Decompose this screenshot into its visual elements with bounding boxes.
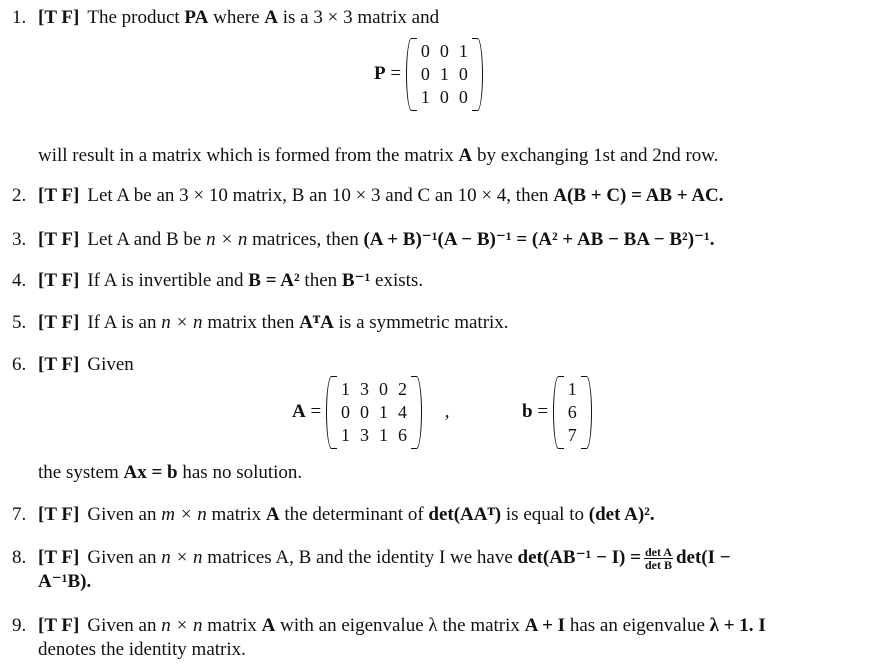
question-number: 2. bbox=[12, 185, 27, 206]
question-1-continuation: will result in a matrix which is formed from the matrix A by exchanging 1st and 2nd row. bbox=[38, 145, 719, 166]
question-9-continuation: denotes the identity matrix. bbox=[38, 639, 246, 660]
matrix-a: 1 3 0 2 0 0 1 4 1 3 1 6 bbox=[326, 378, 422, 447]
true-false-marker[interactable]: [T F] bbox=[38, 185, 80, 206]
true-false-marker[interactable]: [T F] bbox=[38, 312, 80, 333]
true-false-marker[interactable]: [T F] bbox=[38, 7, 80, 28]
matrix-label: P bbox=[374, 62, 386, 84]
question-6-continuation: the system Ax = b has no solution. bbox=[38, 462, 303, 483]
question-2: 2. [T F] Let A be an 3 × 10 matrix, B an 10 × 3 and C an 10 × 4, then A(B + C) = AB + AC. bbox=[12, 185, 724, 206]
vector-b: 1 6 7 bbox=[553, 378, 592, 447]
question-8: 8. [T F] Given an n × n matrices A, B and the identity I we have det(AB⁻¹ − I) = $\frac{\text{det A}}{\text{det B}}$ det(I − bbox=[12, 545, 731, 573]
question-number: 3. bbox=[12, 229, 27, 250]
question-4: 4. [T F] If A is invertible and B = A² then B⁻¹ exists. bbox=[12, 270, 424, 291]
vector-b-display: b = 1 6 7 bbox=[522, 378, 592, 447]
question-7: 7. [T F] Given an m × n matrix A the determinant of det(AAᵀ) is equal to (det A)². bbox=[12, 504, 655, 525]
question-8-continuation: A⁻¹B). bbox=[38, 571, 92, 592]
question-number: 8. bbox=[12, 547, 27, 568]
vector-label: b bbox=[522, 400, 533, 422]
question-number: 4. bbox=[12, 270, 27, 291]
question-1: 1. [T F] The product PA where A is a 3 × 3 matrix and bbox=[12, 7, 440, 28]
question-number: 1. bbox=[12, 7, 27, 28]
matrix-a-display: A = 1 3 0 2 0 0 1 4 1 3 1 6 , bbox=[292, 378, 449, 447]
true-false-marker[interactable]: [T F] bbox=[38, 504, 80, 525]
question-3: 3. [T F] Let A and B be n × n matrices, then (A + B)⁻¹(A − B)⁻¹ = (A² + AB − BA − B²)⁻¹. bbox=[12, 229, 715, 250]
question-6: 6. [T F] Given bbox=[12, 354, 134, 375]
question-number: 7. bbox=[12, 504, 27, 525]
true-false-marker[interactable]: [T F] bbox=[38, 547, 80, 568]
question-number: 5. bbox=[12, 312, 27, 333]
true-false-marker[interactable]: [T F] bbox=[38, 270, 80, 291]
question-number: 9. bbox=[12, 615, 27, 636]
true-false-marker[interactable]: [T F] bbox=[38, 615, 80, 636]
matrix-label: A bbox=[292, 400, 306, 422]
question-9: 9. [T F] Given an n × n matrix A with an eigenvalue λ the matrix A + I has an eigenvalue λ + 1. I bbox=[12, 615, 766, 636]
fraction: $\frac{\text{det A}}{\text{det B}}$ bbox=[644, 545, 672, 573]
matrix-p: 0 0 1 0 1 0 1 0 0 bbox=[406, 40, 483, 109]
true-false-marker[interactable]: [T F] bbox=[38, 354, 80, 375]
question-5: 5. [T F] If A is an n × n matrix then AᵀA is a symmetric matrix. bbox=[12, 312, 509, 333]
matrix-p-display: P = 0 0 1 0 1 0 1 0 0 bbox=[374, 40, 483, 109]
question-number: 6. bbox=[12, 354, 27, 375]
true-false-marker[interactable]: [T F] bbox=[38, 229, 80, 250]
